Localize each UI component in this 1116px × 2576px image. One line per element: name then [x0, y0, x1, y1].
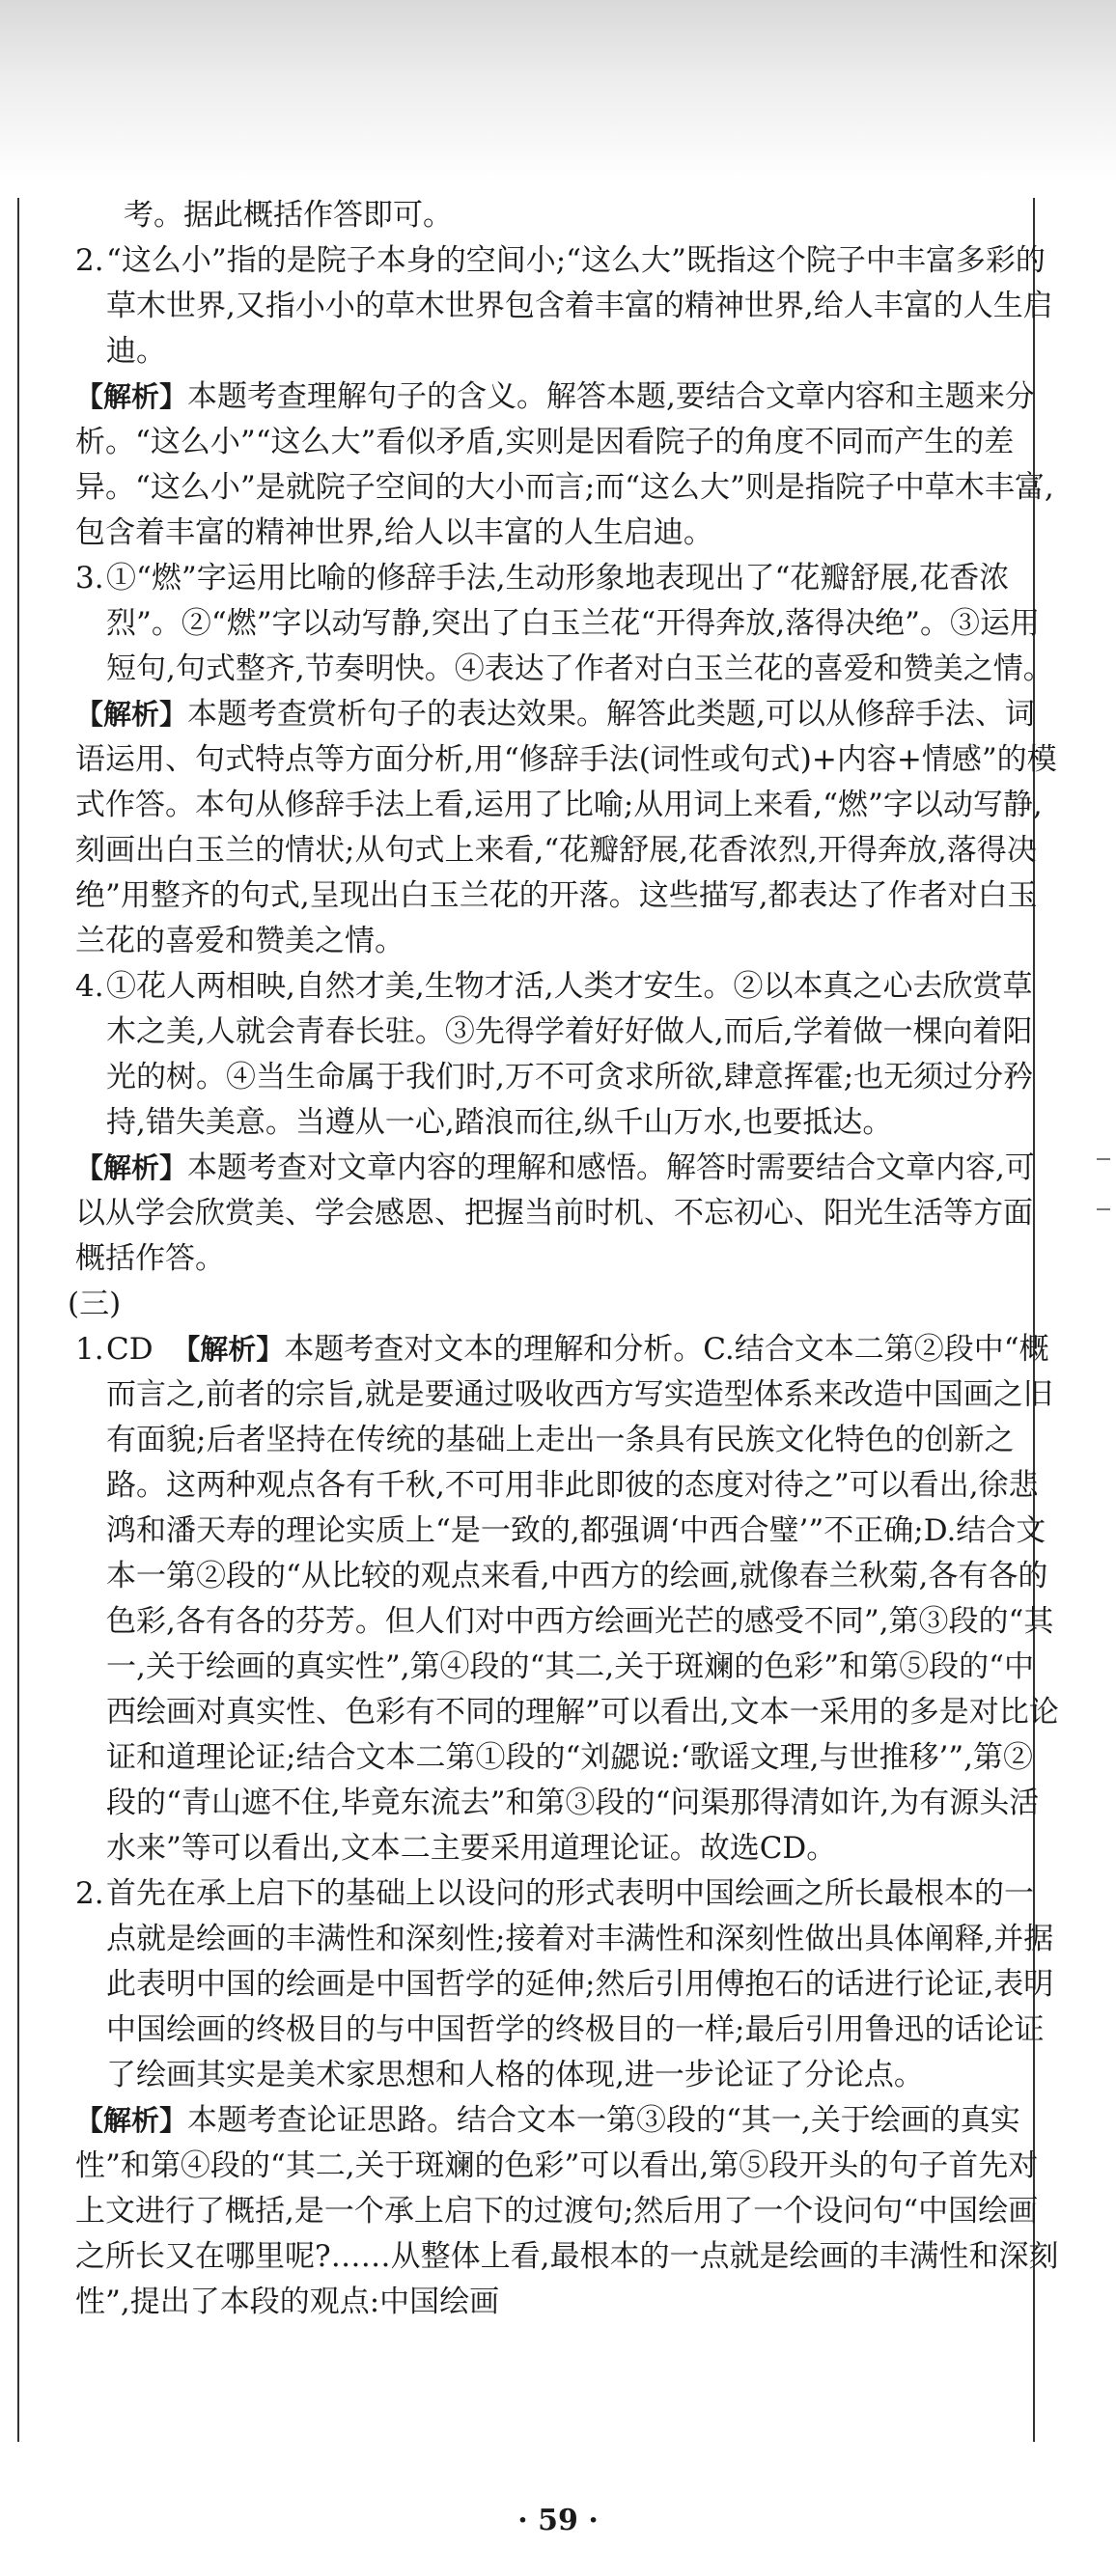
analysis-tag: 【解析】: [75, 1151, 188, 1184]
answer-text: ①“燃”字运用比喻的修辞手法,生动形象地表现出了“花瓣舒展,花香浓烈”。②“燃”字以动写静,突出了白玉兰花“开得奔放,落得决绝”。③运用短句,句式整齐,节奏明快。④表达了作者对白玉兰花的喜爱和赞美之情。: [106, 561, 1053, 686]
question-2: [75, 238, 1062, 374]
intro-line: 考。据此概括作答即可。: [124, 198, 453, 233]
analysis-text: 本题考查论证思路。结合文本一第③段的“其一,关于绘画的真实性”和第④段的“其二,关于斑斓的色彩”可以看出,第⑤段开头的句子首先对上文进行了概括,是一个承上启下的过渡句;然后用了一个设问句“中国绘画之所长又在哪里呢?……从整体上看,最根本的一点就是绘画的丰满性和深刻性”,提出了本段的观点:中国绘画: [75, 2103, 1059, 2319]
section3-question-1: [75, 1327, 1062, 1871]
page-number: · 59 ·: [517, 2504, 599, 2537]
answer-content: [68, 193, 1062, 2325]
answer-text: CD: [106, 1332, 153, 1367]
question-number: 4.: [75, 969, 104, 1004]
analysis-block: [75, 2098, 1062, 2325]
analysis-block: [75, 692, 1062, 964]
analysis-tag: 【解析】: [75, 2104, 188, 2137]
answer-text: ①花人两相映,自然才美,生物才活,人类才安生。②以本真之心去欣赏草木之美,人就会青春长驻。③先得学着好好做人,而后,学着做一棵向着阳光的树。④当生命属于我们时,万不可贪求所欲,肆意挥霍;也无须过分矜持,错失美意。当遵从一心,踏浪而往,纵千山万水,也要抵达。: [106, 969, 1034, 1140]
section-heading: (三): [68, 1287, 122, 1321]
left-margin-rule: [17, 198, 19, 2442]
question-number: 2.: [75, 1876, 104, 1911]
analysis-text: 本题考查对文章内容的理解和感悟。解答时需要结合文章内容,可以从学会欣赏美、学会感恩、把握当前时机、不忘初心、阳光生活等方面概括作答。: [75, 1150, 1035, 1276]
analysis-tag: 【解析】: [75, 380, 188, 413]
section3-question-2: [75, 1871, 1062, 2098]
edge-mark: [1097, 1208, 1110, 1210]
analysis-text: 本题考查赏析句子的表达效果。解答此类题,可以从修辞手法、词语运用、句式特点等方面分析,用“修辞手法(词性或句式)+内容+情感”的模式作答。本句从修辞手法上看,运用了比喻;从用词上来看,“燃”字以动写静,刻画出白玉兰的情状;从句式上来看,“花瓣舒展,花香浓烈,开得奔放,落得决绝”用整齐的句式,呈现出白玉兰花的开落。这些描写,都表达了作者对白玉兰花的喜爱和赞美之情。: [75, 697, 1057, 958]
analysis-text: 本题考查理解句子的含义。解答本题,要结合文章内容和主题来分析。“这么小”“这么大”看似矛盾,实则是因看院子的角度不同而产生的差异。“这么小”是就院子空间的大小而言;而“这么大”则是指院子中草木丰富,包含着丰富的精神世界,给人以丰富的人生启迪。: [75, 379, 1054, 550]
analysis-tag: 【解析】: [172, 1333, 285, 1366]
answer-text: “这么小”指的是院子本身的空间小;“这么大”既指这个院子中丰富多彩的草木世界,又指小小的草木世界包含着丰富的精神世界,给人丰富的人生启迪。: [106, 243, 1053, 369]
question-number: 1.: [75, 1332, 104, 1367]
analysis-block: [75, 1146, 1062, 1282]
answer-text: 首先在承上启下的基础上以设问的形式表明中国绘画之所长最根本的一点就是绘画的丰满性和深刻性;接着对丰满性和深刻性做出具体阐释,并据此表明中国的绘画是中国哲学的延伸;然后引用傅抱石的话进行论证,表明中国绘画的终极目的与中国哲学的终极目的一样;最后引用鲁迅的话论证了绘画其实是美术家思想和人格的体现,进一步论证了分论点。: [106, 1876, 1054, 2092]
analysis-text: 本题考查对文本的理解和分析。C.结合文本二第②段中“概而言之,前者的宗旨,就是要通过吸收西方写实造型体系来改造中国画之旧有面貌;后者坚持在传统的基础上走出一条具有民族文化特色的创新之路。这两种观点各有千秋,不可用非此即彼的态度对待之”可以看出,徐悲鸿和潘天寿的理论实质上“是一致的,都强调‘中西合璧’”不正确;D.结合文本一第②段的“从比较的观点来看,中西方的绘画,就像春兰秋菊,各有各的色彩,各有各的芬芳。但人们对中西方绘画光芒的感受不同”,第③段的“其一,关于绘画的真实性”,第④段的“其二,关于斑斓的色彩”和第⑤段的“中西绘画对真实性、色彩有不同的理解”可以看出,文本一采用的多是对比论证和道理论证;结合文本二第①段的“刘勰说:‘歌谣文理,与世推移’”,第②段的“青山遮不住,毕竟东流去”和第③段的“问渠那得清如许,为有源头活水来”等可以看出,文本二主要采用道理论证。故选CD。: [106, 1332, 1059, 1866]
question-4: [75, 964, 1062, 1146]
analysis-block: [75, 374, 1062, 556]
question-number: 2.: [75, 243, 104, 278]
question-3: [75, 556, 1062, 692]
question-number: 3.: [75, 561, 104, 596]
scan-top-shadow: [0, 0, 1116, 183]
analysis-tag: 【解析】: [75, 698, 188, 731]
edge-mark: [1097, 1158, 1110, 1160]
